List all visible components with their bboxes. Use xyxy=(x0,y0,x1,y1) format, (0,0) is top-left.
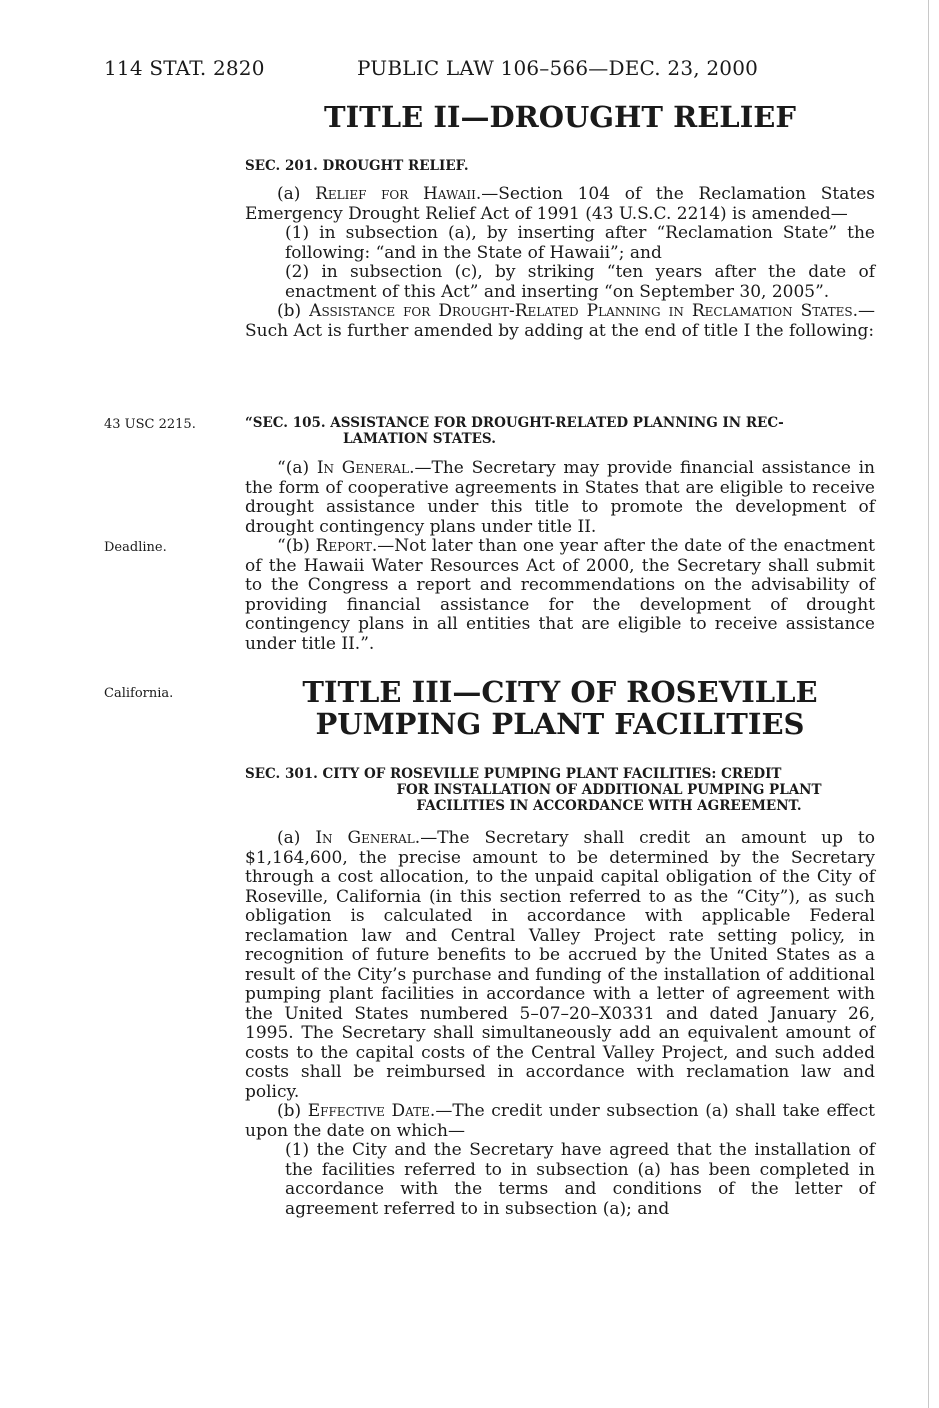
sec-105-heading-line1: “SEC. 105. ASSISTANCE FOR DROUGHT-RELATED PLANNING IN REC- xyxy=(245,415,784,431)
margin-note-usc: 43 USC 2215. xyxy=(104,417,196,432)
sec-301-heading xyxy=(245,766,875,814)
sec-301-body xyxy=(245,829,875,1219)
sec-301-a: (a) In General.—The Secretary shall credit an amount up to $1,164,600, the precise amount to be determined by the Secretary through a cost allocation, to the unpaid capital obligation of the City of Roseville, California (in this section referred to as the “City”), as such obligation is calculated in accordance with applicable Federal reclamation law and Central Valley Project rate setting policy, in recognition of future benefits to be accrued by the United States as a result of the City’s purchase and funding of the installation of additional pumping plant facilities in accordance with a letter of agreement with the United States numbered 5–07–20–X0331 and dated January 26, 1995. The Secretary shall simultaneously add an equivalent amount of costs to the capital costs of the Central Valley Project, and such added costs shall be reimbursed in accordance with reclamation law and policy. xyxy=(245,828,875,1102)
stat-citation: 114 STAT. 2820 xyxy=(104,56,265,80)
public-law-citation: PUBLIC LAW 106–566—DEC. 23, 2000 xyxy=(357,56,759,80)
page-edge xyxy=(928,0,929,1408)
sec-201-b-caption: Assistance for Drought-Related Planning in Reclamation States. xyxy=(309,301,858,321)
sec-201-a-text: —Section 104 of the Reclamation States Emergency Drought Relief Act of 1991 (43 U.S.C. 2214) is amended— xyxy=(245,184,875,224)
sec-301-a-caption: In General. xyxy=(315,828,421,848)
sec-201-a2-text: (2) in subsection (c), by striking “ten years after the date of enactment of this Act” and inserting “on September 30, 2005”. xyxy=(285,262,875,302)
sec-201-a1-text: (1) in subsection (a), by inserting after “Reclamation State” the following: “and in the State of Hawaii”; and xyxy=(285,223,875,263)
sec-201-a2 xyxy=(245,263,875,302)
sec-301-b1 xyxy=(245,1141,875,1219)
sec-201-a1 xyxy=(245,224,875,263)
sec-105-b-caption: Report. xyxy=(315,536,378,556)
sec-301-heading-line2: FOR INSTALLATION OF ADDITIONAL PUMPING PLANT xyxy=(396,782,822,798)
title-iii-line2: PUMPING PLANT FACILITIES xyxy=(315,707,805,741)
title-iii-line1: TITLE III—CITY OF ROSEVILLE xyxy=(302,675,818,709)
sec-201-a-caption: Relief for Hawaii. xyxy=(315,184,482,204)
sec-301-b-text: —The credit under subsection (a) shall take effect upon the date on which— xyxy=(245,1101,875,1141)
title-ii-heading: TITLE II—DROUGHT RELIEF xyxy=(324,100,796,134)
sec-301-b-caption: Effective Date. xyxy=(307,1101,436,1121)
sec-201-a: (a) Relief for Hawaii.—Section 104 of the Reclamation States Emergency Drought Relief Act of 1991 (43 U.S.C. 2214) is amended— xyxy=(245,184,875,224)
sec-105-b-text: —Not later than one year after the date of the enactment of the Hawaii Water Resources Act of 2000, the Secretary shall submit to the Congress a report and recommendations on the advisability of providing financial assistance for the development of drought contingency plans in all entities that are eligible to receive assistance under title II.”. xyxy=(245,536,875,654)
sec-105-a-caption: In General. xyxy=(316,458,415,478)
margin-note-deadline: Deadline. xyxy=(104,540,167,555)
sec-301-heading-line3: FACILITIES IN ACCORDANCE WITH AGREEMENT. xyxy=(416,798,802,814)
margin-note-california: California. xyxy=(104,686,174,701)
sec-105-body xyxy=(245,459,875,654)
sec-301-b: (b) Effective Date.—The credit under subsection (a) shall take effect upon the date on which— xyxy=(245,1101,875,1141)
sec-201-body xyxy=(245,185,875,341)
sec-301-a-text: —The Secretary shall credit an amount up to $1,164,600, the precise amount to be determined by the Secretary through a cost allocation, to the unpaid capital obligation of the City of Roseville, California (in this section referred to as the “City”), as such obligation is calculated in accordance with applicable Federal reclamation law and Central Valley Project rate setting policy, in recognition of future benefits to be accrued by the United States as a result of the City’s purchase and funding of the installation of additional pumping plant facilities in accordance with a letter of agreement with the United States numbered 5–07–20–X0331 and dated January 26, 1995. The Secretary shall simultaneously add an equivalent amount of costs to the capital costs of the Central Valley Project, and such added costs shall be reimbursed in accordance with reclamation law and policy. xyxy=(245,828,875,1102)
sec-201-b: (b) Assistance for Drought-Related Planning in Reclamation States.—Such Act is further amended by adding at the end of title I the following: xyxy=(245,301,875,341)
sec-105-a-text: —The Secretary may provide financial assistance in the form of cooperative agreements in States that are eligible to receive drought assistance under this title to promote the development of drought contingency plans under title II. xyxy=(245,458,876,537)
title-iii-heading xyxy=(245,676,875,740)
sec-301-heading-line1: SEC. 301. CITY OF ROSEVILLE PUMPING PLANT FACILITIES: CREDIT xyxy=(245,766,782,782)
sec-105-heading-line2: LAMATION STATES. xyxy=(343,431,496,447)
sec-105-b: “(b) Report.—Not later than one year after the date of the enactment of the Hawaii Water Resources Act of 2000, the Secretary shall submit to the Congress a report and recommendations on the advisability of providing financial assistance for the development of drought contingency plans in all entities that are eligible to receive assistance under title II.”. xyxy=(245,536,875,654)
sec-301-b1-text: (1) the City and the Secretary have agreed that the installation of the facilities referred to in subsection (a) has been completed in accordance with the terms and conditions of the letter of agreement referred to in subsection (a); and xyxy=(285,1140,875,1219)
sec-201-b-text: —Such Act is further amended by adding at the end of title I the following: xyxy=(245,301,875,341)
sec-105-a: “(a) In General.—The Secretary may provide financial assistance in the form of cooperative agreements in States that are eligible to receive drought assistance under this title to promote the development of drought contingency plans under title II. xyxy=(245,458,876,537)
sec-201-heading: SEC. 201. DROUGHT RELIEF. xyxy=(245,158,469,174)
sec-105-heading xyxy=(245,415,875,447)
